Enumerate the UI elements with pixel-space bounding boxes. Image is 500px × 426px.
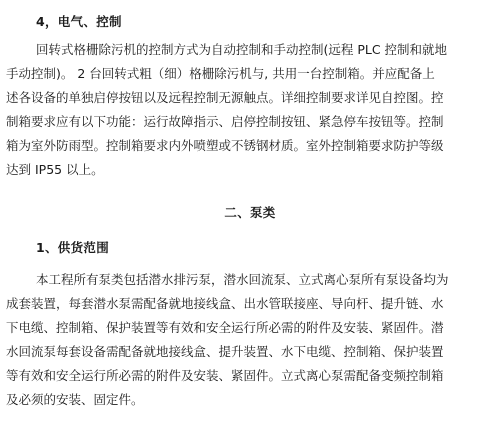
chapter-2-heading: 二、泵类 [224, 205, 276, 220]
paragraph-line: 等有效和安全运行所必需的附件及安装、紧固件。立式离心泵需配备变频控制箱 [6, 368, 444, 383]
paragraph-line: 水回流泵每套设备需配备就地接线盒、提升装置、水下电缆、控制箱、保护装置 [6, 344, 444, 359]
paragraph-line: 及必须的安装、固定件。 [6, 392, 144, 407]
section-1-paragraph [6, 268, 488, 412]
section-1-heading: 1、供货范围 [36, 240, 109, 255]
paragraph-line: 成套装置，每套潜水泵需配备就地接线盒、出水管联接座、导向杆、提升链、水 [6, 296, 444, 311]
paragraph-line: 下电缆、控制箱、保护装置等有效和安全运行所必需的附件及安装、紧固件。潜 [6, 320, 444, 335]
section-4-paragraph [6, 38, 488, 182]
paragraph-line: 回转式格栅除污机的控制方式为自动控制和手动控制(远程 PLC 控制和就地 [36, 42, 448, 57]
paragraph-line: 达到 IP55 以上。 [6, 162, 104, 177]
paragraph-line: 制箱要求应有以下功能：运行故障指示、启停控制按钮、紧急停车按钮等。控制 [6, 114, 444, 129]
paragraph-line: 述各设备的单独启停按钮以及远程控制无源触点。详细控制要求详见自控图。控 [6, 90, 444, 105]
paragraph-line: 箱为室外防雨型。控制箱要求内外喷塑或不锈钢材质。室外控制箱要求防护等级 [6, 138, 444, 153]
section-4-heading: 4，电气、控制 [36, 14, 122, 29]
paragraph-line: 手动控制)。 2 台回转式粗（细）格栅除污机与, 共用一台控制箱。并应配备上 [6, 66, 435, 81]
paragraph-line: 本工程所有泵类包括潜水排污泵，潜水回流泵、立式离心泵所有泵设备均为 [36, 272, 449, 287]
